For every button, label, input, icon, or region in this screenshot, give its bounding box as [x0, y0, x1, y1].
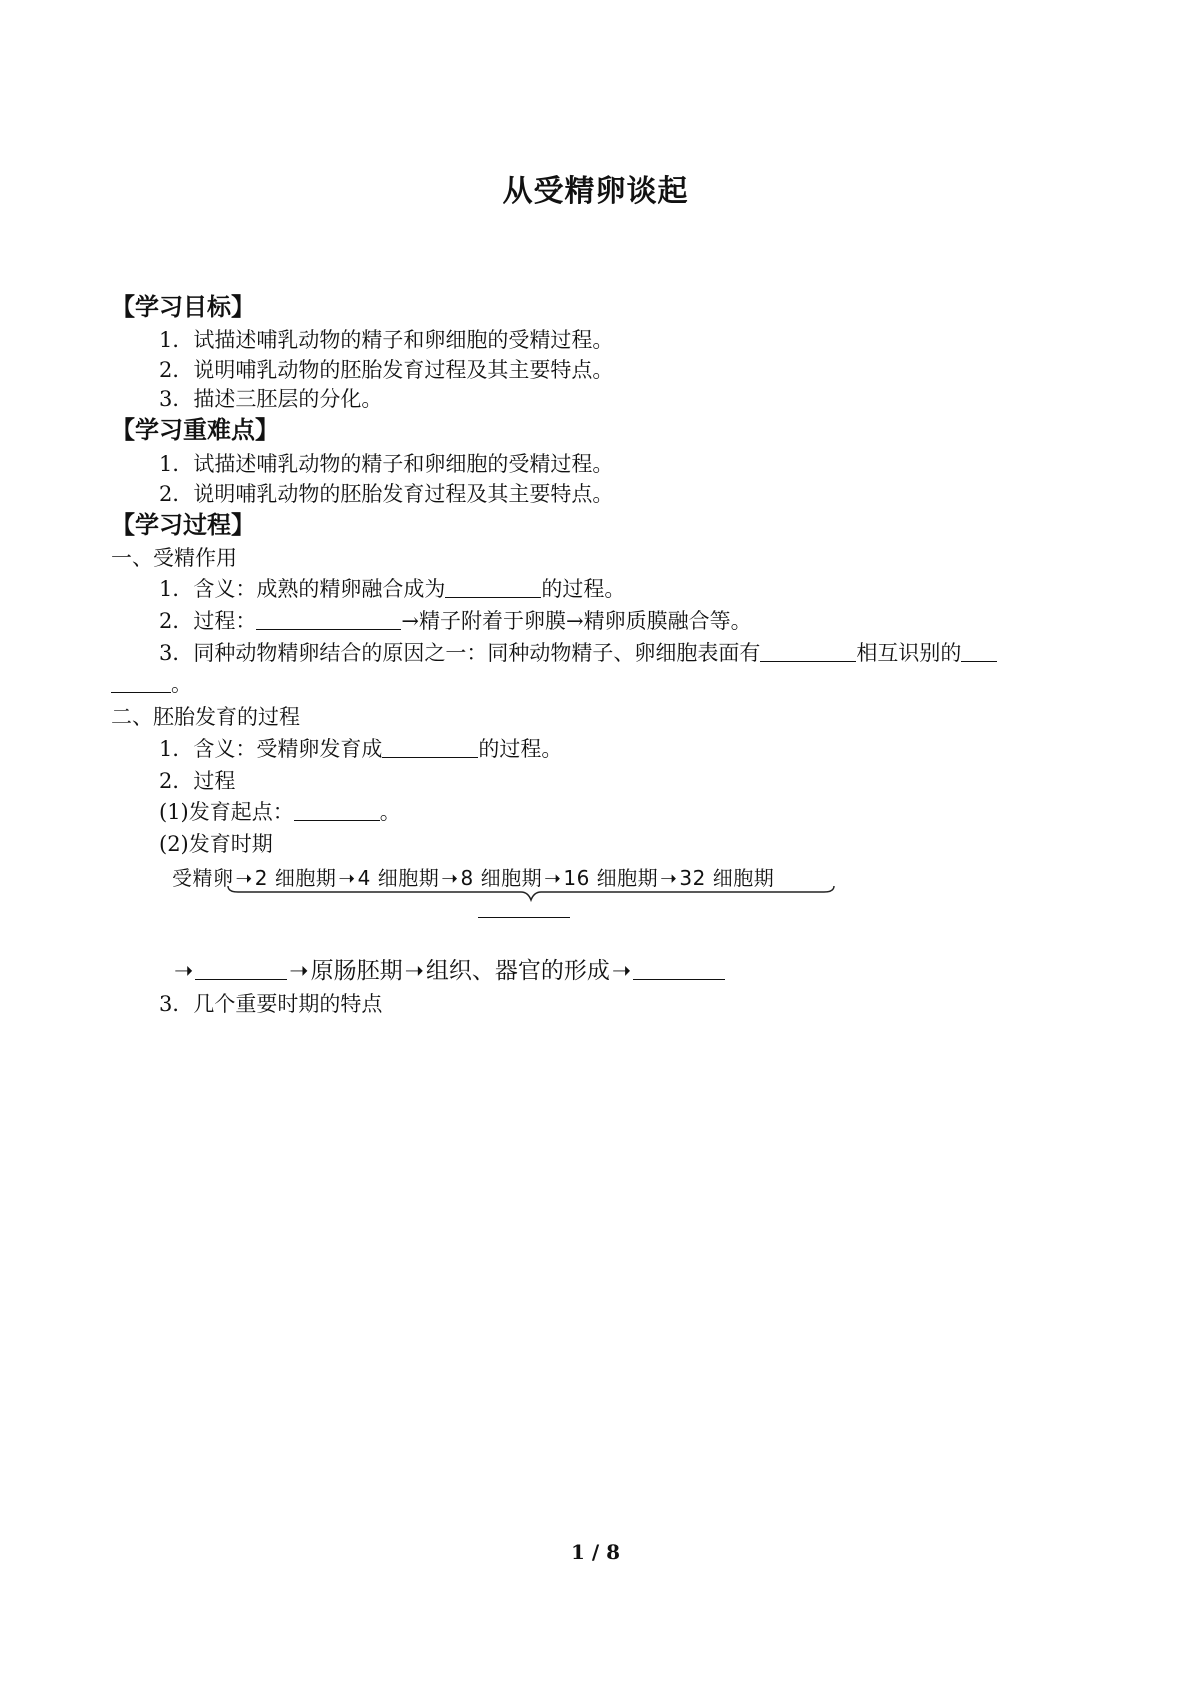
arrow-icon: ➝ [289, 958, 309, 984]
part2-sub1 [159, 798, 401, 826]
objective-item: 1．试描述哺乳动物的精子和卵细胞的受精过程。 [159, 328, 614, 352]
part2-sub2: (2)发育时期 [159, 832, 273, 856]
flow-stage: 组织、器官的形成 [425, 958, 610, 984]
part1-item1-tail: 的过程。 [541, 577, 626, 601]
part1-item3-text: 3．同种动物精卵结合的原因之一：同种动物精子、卵细胞表面有 [159, 641, 761, 665]
process-heading: 【学习过程】 [111, 511, 255, 539]
fill-blank[interactable] [195, 959, 287, 980]
part1-item1-text: 1．含义：成熟的精卵融合成为 [159, 577, 446, 601]
fill-blank[interactable] [961, 641, 997, 662]
key-points-heading: 【学习重难点】 [111, 416, 279, 444]
objective-item: 3．描述三胚层的分化。 [159, 387, 383, 411]
flow-stage: 4 细胞期 [357, 866, 440, 890]
part2-item1-text: 1．含义：受精卵发育成 [159, 737, 383, 761]
fill-blank[interactable] [294, 800, 380, 821]
objective-item: 2．说明哺乳动物的胚胎发育过程及其主要特点。 [159, 358, 614, 382]
part1-item2-text: 2．过程： [159, 609, 257, 633]
part2-sub1-text: (1)发育起点： [159, 800, 294, 824]
arrow-icon: ➝ [174, 958, 194, 984]
fill-blank[interactable] [111, 672, 171, 693]
arrow-icon: ➝ [338, 866, 356, 890]
fill-blank[interactable] [445, 577, 541, 598]
part1-item3-end: 。 [171, 672, 192, 696]
objectives-heading: 【学习目标】 [111, 293, 255, 321]
part2-heading: 二、胚胎发育的过程 [111, 705, 300, 729]
development-flow-2 [172, 952, 725, 985]
fill-blank[interactable] [478, 917, 570, 918]
part1-heading: 一、受精作用 [111, 546, 237, 570]
page-number: 1 / 8 [570, 1540, 621, 1564]
part1-item3-mid: 相互识别的 [856, 641, 962, 665]
arrow-icon: ➝ [441, 866, 459, 890]
key-point-item: 1．试描述哺乳动物的精子和卵细胞的受精过程。 [159, 452, 614, 476]
arrow-icon: ➝ [544, 866, 562, 890]
arrow-icon: ➝ [235, 866, 253, 890]
flow-stage: 16 细胞期 [563, 866, 659, 890]
part2-item1 [159, 735, 562, 763]
fill-blank[interactable] [256, 609, 401, 630]
part1-item2-tail: →精子附着于卵膜→精卵质膜融合等。 [401, 609, 752, 633]
fill-blank[interactable] [760, 641, 856, 662]
fill-blank[interactable] [633, 959, 725, 980]
key-point-item: 2．说明哺乳动物的胚胎发育过程及其主要特点。 [159, 482, 614, 506]
brace-icon [226, 884, 836, 904]
flow-stage: 原肠胚期 [310, 958, 403, 984]
part1-item2 [159, 607, 752, 635]
part2-item1-tail: 的过程。 [478, 737, 563, 761]
arrow-icon: ➝ [660, 866, 678, 890]
flow-stage: 2 细胞期 [254, 866, 337, 890]
flow-stage: 受精卵 [172, 866, 234, 890]
part2-sub1-tail: 。 [379, 800, 401, 824]
part1-item1 [159, 575, 625, 603]
page-title: 从受精卵谈起 [502, 174, 689, 209]
fill-blank[interactable] [382, 737, 478, 758]
arrow-icon: ➝ [611, 958, 632, 984]
flow-stage: 32 细胞期 [679, 866, 775, 890]
flow-stage: 8 细胞期 [460, 866, 543, 890]
part1-item3-continuation [111, 670, 192, 698]
part1-item3 [159, 639, 997, 667]
arrow-icon: ➝ [404, 958, 424, 984]
part2-item2: 2．过程 [159, 769, 236, 793]
part2-item3: 3．几个重要时期的特点 [159, 992, 383, 1016]
